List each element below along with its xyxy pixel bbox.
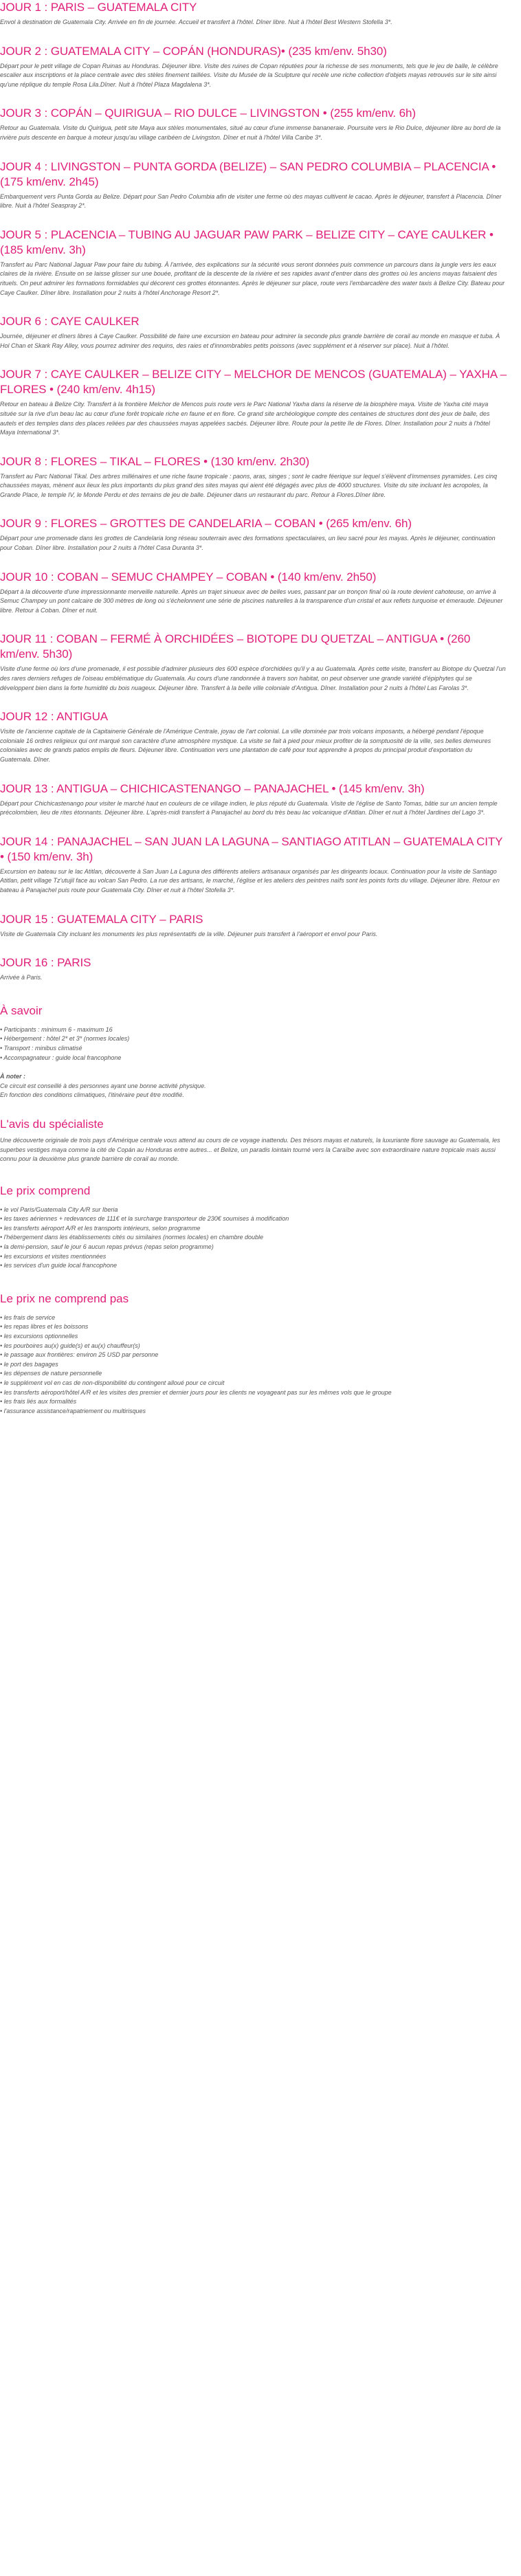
day-description: Arrivée à Paris. [0,974,43,981]
day-title: JOUR 15 : GUATEMALA CITY – PARIS [0,912,203,926]
day-description: Retour en bateau à Belize City. Transfert à la frontière Melchor de Mencos puis route vers le Parc National Yaxha dans la réserve de la biosphère maya. Visite de Yaxha cité maya située sur la rive d'un beau lac au cœur d'une forêt tropicale riche en faune et en flore. Ce grand site archéologique compte des centaines de structures dont des jeux de balle, des autels et des temples dans des places reliées par des chaussées mayas appelées sacbés. Déjeuner libre. Route pour la petite île de Flores. Dîner. Installation pour 2 nuits à l'hôtel Maya International 3*. [0,401,490,436]
day-description: Départ à la découverte d'une impressionnante merveille naturelle. Après un trajet sinueux avec de belles vues, passant par un tronçon final où la route devient cahoteuse, on arrive à Semuc Champey un pont calcaire de 300 mètres de long où s'échelonnent une série de piscines naturelles à la transparence d'un cristal et aux reflets turquoise et émeraude. Déjeuner libre. Retour à Coban. Dîner et nuit. [0,588,503,614]
day-title: JOUR 14 : PANAJACHEL – SAN JUAN LA LAGUNA – SANTIAGO ATITLAN – GUATEMALA CITY • (150 km/env. 3h) [0,834,503,863]
list-item: • le port des bagages [0,1360,58,1368]
list-item: • les excursions optionnelles [0,1333,78,1340]
day-description: Envol à destination de Guatemala City. Arrivée en fin de journée. Accueil et transfert à l'hôtel. Dîner libre. Nuit à l'hôtel Best Western Stofella 3*. [0,19,392,25]
list-item: • l'hébergement dans les établissements cités ou similaires (normes locales) en chambre double [0,1234,264,1241]
day-title: JOUR 11 : COBAN – FERMÉ À ORCHIDÉES – BIOTOPE DU QUETZAL – ANTIGUA • (260 km/env. 5h30) [0,632,471,661]
day-title: JOUR 9 : FLORES – GROTTES DE CANDELARIA – COBAN • (265 km/env. 6h) [0,517,412,531]
day-title: JOUR 7 : CAYE CAULKER – BELIZE CITY – MELCHOR DE MENCOS (GUATEMALA) – YAXHA – FLORES • (240 km/env. 4h15) [0,368,507,397]
list-item: • les frais liés aux formalités [0,1398,77,1406]
day-title: JOUR 5 : PLACENCIA – TUBING AU JAGUAR PAW PARK – BELIZE CITY – CAYE CAULKER • (185 km/env. 3h) [0,227,494,256]
section-title: À savoir [0,1003,43,1017]
list-item: • les transferts aéroport A/R et les transports intérieurs, selon programme [0,1224,201,1232]
day-title: JOUR 3 : COPÁN – QUIRIGUA – RIO DULCE – LIVINGSTON • (255 km/env. 6h) [0,107,416,120]
day-7 [0,367,509,437]
day-description: Départ pour le petit village de Copan Ruinas au Honduras. Déjeuner libre. Visite des ruines de Copan réputées pour la richesse de ses monuments, tels que le jeu de balle, le célèbre escalier aux inscriptions et la place centrale avec des stèles finement taillées. Visite du Musée de la Sculpture qui recèle une riche collection d'objets mayas retrouvés sur le site ainsi qu'une réplique du temple Rosa Lila.Dîner. Nuit à l'hôtel Plaza Magdalena 3*. [0,62,498,88]
day-16 [0,955,509,983]
savoir-section [0,1003,509,1100]
day-title: JOUR 16 : PARIS [0,956,91,970]
section-title: Le prix comprend [0,1184,91,1197]
prix-ne-comprend-section [0,1291,509,1417]
list-item: • le supplément vol en cas de non-disponibilité du contingent alloué pour ce circuit [0,1379,225,1386]
note-line: Ce circuit est conseillé à des personnes ayant une bonne activité physique. [0,1082,206,1089]
list-item: • les services d'un guide local francophone [0,1262,117,1269]
list-item: • les excursions et visites mentionnées [0,1252,107,1260]
day-9 [0,516,509,553]
list-item: • le passage aux frontières: environ 25 USD par personne [0,1351,159,1359]
day-title: JOUR 4 : LIVINGSTON – PUNTA GORDA (BELIZE) – SAN PEDRO COLUMBIA – PLACENCIA • (175 km/env. 2h45) [0,159,496,188]
day-description: Embarquement vers Punta Gorda au Belize. Départ pour San Pedro Columbia afin de visiter une ferme où des mayas cultivent le cacao. Après le déjeuner, transfert à Placencia. Dîner libre. Nuit à l'hôtel Seaspray 2*. [0,192,502,210]
section-title: L'avis du spécialiste [0,1117,104,1131]
list-item: • le vol Paris/Guatemala City A/R sur Iberia [0,1206,118,1213]
day-description: Visite d'une ferme où lors d'une promenade, il est possible d'admirer plusieurs des 600 espèce d'orchidées qu'il y a au Guatemala. Après cette visite, transfert au Biotope du Quetzal l'un des rares derniers refuges de l'oiseau emblématique du Guatemala. Au cours d'une randonnée à travers son habitat, on peut observer une grande variété d'épiphytes qui se développent bien dans la forte humidité du bois nuageux. Déjeuner libre. Transfert à la belle ville coloniale d'Antigua. Dîner. Installation pour 2 nuits à l'hôtel Las Farolas 3*. [0,665,506,691]
specialiste-text: Une découverte originale de trois pays d'Amérique centrale vous attend au cours de ce voyage inattendu. Des trésors mayas et naturels, la luxuriante flore sauvage au Guatemala, les superbes vestiges maya comme la cité de Copán au Honduras entre autres... et Belize, un paradis lointain tourné vers la Caraïbe avec son extraordinaire nature tropicale mais aussi connu pour la deuxième plus grande barrière de corail au monde. [0,1136,500,1163]
list-item: • les frais de service [0,1313,56,1321]
day-description: Transfert au Parc National Jaguar Paw pour faire du tubing. À l'arrivée, des explications sur la sécurité vous seront données puis commence un parcours dans la jungle vers les eaux claires de la rivière. Ensuite on se laisse glisser sur une bouée, profitant de la descente de la rivière et ses rapides avant d'entrer dans des grottes où les anciens mayas faisaient des rituels. On peut admirer les formations formidables qui décorent ces grottes étonnantes. Après le déjeuner sur place, route vers l'embarcadère des water taxis à Belize City. Bateau pour Caye Caulker. Dîner libre. Installation pour 2 nuits à l'hôtel Anchorage Resort 2*. [0,260,505,296]
day-description: Excursion en bateau sur le lac Atitlan, découverte à San Juan La Laguna des différents ateliers artisanaux organisés par les dirigeants locaux. Continuation pour la visite de Santiago Atitlan, petit village Tz'utujil face au volcan San Pedro. La rue des artisans, le marché, l'église et les ateliers des peintres naïfs sont les points forts du village. Déjeuner libre. Retour en bateau à Panajachel puis route pour Guatemala City. Dîner et nuit à l'hôtel Stofella 3*. [0,867,500,893]
list-item: • Accompagnateur : guide local francophone [0,1054,122,1061]
day-15 [0,912,509,940]
day-description: Transfert au Parc National Tikal. Des arbres millénaires et une riche faune tropicale : paons, aras, singes ; sont le cadre féerique sur lequel s'élèvent d'immenses pyramides. Les cinq chaussées mayas, mènent aux lieux les plus importants du plus grand des sites mayas qui aient été dégagés avec plus de 4000 structures. Visite du site incluant les acropoles, la Grande Place, le temple IV, le Monde Perdu et des terrains de jeu de balle. Déjeuner dans un restaurant du parc. Retour à Flores.Dîner libre. [0,472,498,498]
list-item: • les taxes aériennes + redevances de 111€ et la surcharge transporteur de 230€ soumises à modification [0,1215,289,1223]
day-13 [0,781,509,818]
day-11 [0,632,509,693]
section-title: Le prix ne comprend pas [0,1291,129,1305]
list-item: • Transport : minibus climatisé [0,1044,82,1052]
day-description: Journée, déjeuner et dîners libres à Caye Caulker. Possibilité de faire une excursion en bateau pour admirer la seconde plus grande barrière de corail au monde en masque et tuba. À Hol Chan et Skark Ray Alley, vous pourrez admirer des requins, des raies et d'innombrables petits poissons (avec supplément et à réserver sur place). Nuit à l'hôtel. [0,333,500,349]
day-6 [0,314,509,351]
specialiste-section [0,1117,509,1164]
day-2 [0,44,509,90]
day-14 [0,834,509,896]
day-3 [0,106,509,142]
day-10 [0,570,509,616]
day-description: Départ pour une promenade dans les grottes de Candelaria long réseau souterrain avec des formations spectaculaires, un lieu sacré pour les mayas. Après le déjeuner, continuation pour Coban. Dîner libre. Installation pour 2 nuits à l'hôtel Casa Duranta 3*. [0,535,496,552]
day-description: Départ pour Chichicastenango pour visiter le marché haut en couleurs de ce village indien, le plus réputé du Guatemala. Visite de l'église de Santo Tomas, bâtie sur un ancien temple précolombien, lieu de rites étonnants. Déjeuner libre. L'après-midi transfert à Panajachel au bord du très beau lac volcanique d'Atitlan. Dîner et nuit à l'hôtel Jardines del Lago 3*. [0,799,498,817]
day-description: Visite de l'ancienne capitale de la Capitainerie Générale de l'Amérique Centrale, joyau de l'art colonial. La ville dominée par trois volcans imposants, a hébergé pendant l'époque coloniale 16 ordres religieux qui ont marqué son caractère d'une atmosphère mystique. La visite se fait à pied pour mieux profiter de la somptuosité de la ville, ses belles demeures coloniales avec de grands patios emplis de fleurs. Déjeuner libre. Continuation vers une plantation de café pour tout apprendre à propos du principal produit d'exportation du Guatemala. Dîner. [0,728,491,763]
note-line: En fonction des conditions climatiques, l'itinéraire peut être modifié. [0,1091,184,1099]
list-item: • l'assurance assistance/rapatriement ou multirisques [0,1407,146,1414]
day-1 [0,0,509,27]
day-8 [0,454,509,500]
day-title: JOUR 8 : FLORES – TIKAL – FLORES • (130 km/env. 2h30) [0,454,310,468]
list-item: • Participants : minimum 6 - maximum 16 [0,1025,113,1033]
day-12 [0,709,509,764]
list-item: • les dépenses de nature personnelle [0,1370,102,1377]
list-item: • les transferts aéroport/hôtel A/R et les visites des premier et dernier jours pour les clients ne voyageant pas sur les mêmes vols que le groupe [0,1388,392,1396]
note-label: À noter : [0,1073,25,1080]
savoir-list [0,1025,509,1063]
list-item: • les pourboires au(x) guide(s) et au(x) chauffeur(s) [0,1342,140,1349]
list-item: • Hébergement : hôtel 2* et 3* (normes locales) [0,1035,130,1043]
prix-comprend-section [0,1184,509,1271]
day-title: JOUR 6 : CAYE CAULKER [0,315,140,329]
list-item: • la demi-pension, sauf le jour 6 aucun repas prévus (repas selon programme) [0,1243,214,1251]
day-title: JOUR 12 : ANTIGUA [0,710,109,724]
day-title: JOUR 1 : PARIS – GUATEMALA CITY [0,1,197,14]
day-5 [0,227,509,298]
day-title: JOUR 13 : ANTIGUA – CHICHICASTENANGO – PANAJACHEL • (145 km/env. 3h) [0,781,425,795]
day-title: JOUR 10 : COBAN – SEMUC CHAMPEY – COBAN • (140 km/env. 2h50) [0,570,377,584]
day-description: Visite de Guatemala City incluant les monuments les plus représentatifs de la ville. Déjeuner puis transfert à l'aéroport et envol pour Paris. [0,930,378,937]
list-item: • les repas libres et les boissons [0,1323,89,1331]
prix-ne-comprend-list [0,1313,509,1417]
day-4 [0,159,509,211]
day-title: JOUR 2 : GUATEMALA CITY – COPÁN (HONDURAS)• (235 km/env. 5h30) [0,44,387,58]
prix-comprend-list [0,1206,509,1271]
day-description: Retour au Guatemala. Visite du Quirigua, petit site Maya aux stèles monumentales, situé au cœur d'une immense bananeraie. Poursuite vers le Rio Dulce, déjeuner libre au bord de la rivière puis descente en barque à moteur jusqu'au village caribéen de Livingston. Dîner et nuit à l'hôtel Villa Caribe 3*. [0,124,501,141]
